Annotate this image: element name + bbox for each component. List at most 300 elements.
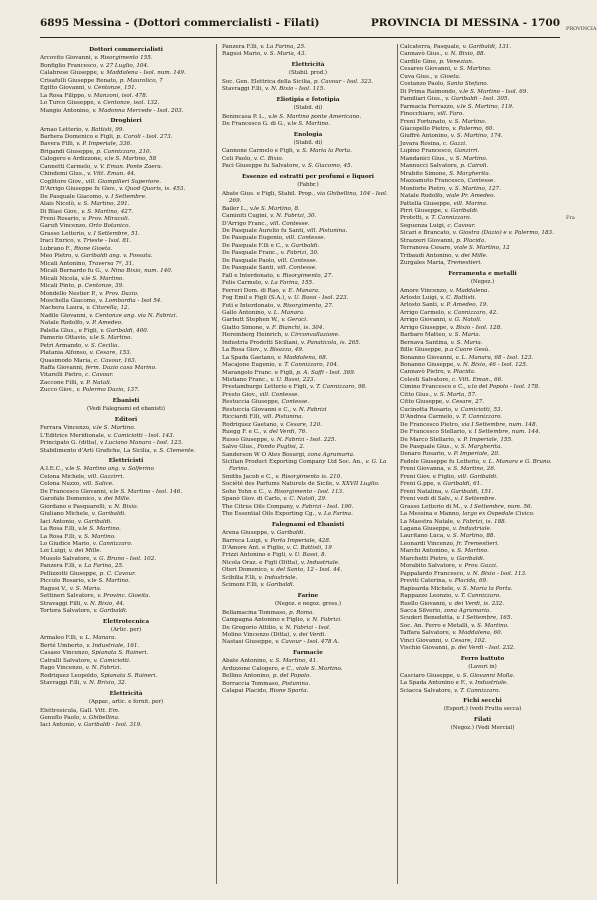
entry-address: v. S. Clemente. — [153, 447, 196, 454]
entry-name: Arrigo Giuseppe, — [400, 324, 450, 331]
entry-address: Ganzirri. — [454, 148, 480, 155]
entry-name: Micali Nicola, — [40, 275, 82, 282]
directory-entry — [400, 178, 565, 185]
directory-entry — [222, 325, 394, 332]
entry-address: v.lo del Popolo - Isol. 178. — [467, 384, 540, 391]
margin-line — [566, 565, 589, 574]
margin-line — [566, 619, 589, 628]
directory-entry — [400, 96, 565, 103]
entry-address: viale Pr. Amedeo. — [446, 193, 496, 200]
entry-address: Contesse. — [467, 178, 496, 185]
section-subheading: (Artic. per) — [110, 626, 142, 633]
entry-name: Bonanno Giovanni, — [400, 354, 456, 361]
entry-address: v. S. Martino. — [448, 118, 487, 125]
section-heading: Eliotipia e fototipia — [276, 96, 340, 103]
entry-address: v. T. Cannizzaro. — [455, 414, 503, 421]
entry-name: Celona Nuzzo, — [40, 481, 83, 488]
entry-name: Mandanici Gius., — [400, 155, 450, 162]
directory-entry — [222, 504, 394, 511]
entry-address: v. N. Bixio, 46 - Isol. 125. — [456, 362, 528, 369]
entry-address: v. Garibaldi, 131. — [462, 44, 511, 50]
directory-entry — [222, 625, 394, 632]
directory-entry — [222, 681, 394, 688]
column-3 — [400, 44, 565, 889]
margin-line — [566, 34, 589, 43]
directory-entry — [40, 466, 212, 473]
directory-entry — [222, 666, 394, 673]
entry-address: v. N. Fabrizi — [292, 406, 327, 413]
section-subheading: (Appar., artic. e fornit. per) — [88, 699, 164, 706]
margin-line — [566, 322, 589, 331]
directory-entry — [222, 206, 394, 213]
section-heading: Elettrotecnica — [102, 618, 150, 625]
directory-entry — [40, 578, 212, 585]
entry-name: Sicilian Product Exporting Company Ltd Soc. An., — [222, 459, 366, 466]
entry-name: La Spada Antonino e F., — [400, 680, 470, 687]
section-heading: Essenze ed estratti per profumi e liquori — [242, 173, 374, 180]
entry-address: v. XXVII Luglio. — [335, 481, 380, 488]
section-heading: Elettricità — [109, 690, 143, 697]
entry-address: v. G. Natoli. — [448, 317, 482, 324]
entry-name: Calabrese Giuseppe, — [40, 70, 101, 77]
entry-name: Giatto Simone, — [222, 324, 266, 331]
entry-address: v. Panaticola, is. 265. — [300, 339, 361, 346]
entry-address: p. Caroli - Isol. 273. — [116, 133, 173, 140]
margin-line — [566, 79, 589, 88]
directory-entry — [222, 407, 394, 414]
entry-name: Petri Armando, — [40, 342, 85, 349]
directory-entry — [400, 171, 565, 178]
entry-address: v. S. Martino, 41. — [269, 658, 318, 665]
entry-address: v. Placida. — [447, 369, 476, 376]
directory-entry — [400, 586, 565, 593]
entry-name: Amore Vincenzo, — [400, 287, 450, 294]
entry-name: Armaleo F.lli, — [40, 635, 80, 642]
directory-entry — [400, 392, 565, 399]
entry-name: Paci Giuseppe fu Salvatore, — [222, 163, 302, 170]
section-heading: Editori — [114, 416, 138, 423]
entry-name: Bellino Antonino, — [222, 673, 273, 680]
margin-line: PROVINCIA — [566, 26, 597, 32]
directory-entry — [40, 593, 212, 600]
directory-entry — [40, 70, 212, 77]
entry-address: v. S. Martino. — [449, 155, 488, 162]
directory-entry — [40, 350, 212, 357]
margin-line — [566, 718, 589, 727]
margin-line — [566, 106, 589, 115]
entry-name: Freni Fortunato, — [400, 118, 449, 125]
directory-entry — [400, 355, 565, 362]
entry-address: p. Cavour - Isol. 323. — [313, 78, 374, 85]
section-subheading: (Fabbr.) — [297, 182, 319, 189]
directory-entry — [400, 541, 565, 548]
entry-name: Arcovito Giovanni, — [40, 55, 95, 62]
directory-entry — [40, 313, 212, 320]
margin-line — [566, 691, 589, 700]
entry-address: v.le S. Martino. — [92, 425, 136, 432]
directory-entry — [400, 422, 565, 429]
column-divider — [216, 44, 217, 884]
entry-address: v. N. Bixio. — [108, 503, 139, 510]
entry-name: Barbera Domenico e Figli, — [40, 133, 117, 140]
margin-line — [566, 115, 589, 124]
adjacent-page-margin — [566, 25, 597, 885]
directory-entry — [222, 221, 394, 228]
margin-line — [566, 142, 589, 151]
entry-name: Vitarelli Pietro, — [40, 372, 86, 379]
entry-address: v. Camiciotti - Isol. 143. — [107, 432, 175, 439]
entry-address: v. Industriale. — [258, 574, 298, 581]
directory-entry — [222, 303, 394, 310]
entry-address: v. Bixio - Isol. 128. — [449, 324, 502, 331]
directory-entry — [40, 643, 212, 650]
entry-address: Fondo Puglisi, 2. — [257, 444, 305, 451]
entry-address: v. T. Cannizzaro. — [454, 687, 501, 694]
entry-name: Settineri Salvatore, — [40, 593, 98, 600]
entry-name: Calapai Placido, — [222, 688, 270, 695]
directory-entry — [400, 459, 565, 466]
entry-name: Borraccia Tommaso, — [222, 680, 282, 687]
directory-entry — [400, 399, 565, 406]
entry-address: v. S. Martino, 88. — [446, 533, 496, 540]
entry-address: v. Garibaldi. — [77, 518, 112, 525]
entry-name: Rappazzo Leonzio, — [400, 593, 455, 600]
entry-address: v. Cesare, 153. — [89, 350, 132, 357]
margin-line — [566, 250, 589, 259]
header-rule — [40, 37, 560, 38]
entry-name: Principato G. (ditta), — [40, 440, 101, 447]
margin-line — [566, 223, 589, 232]
entry-name: Foti e Interdonato, — [222, 302, 277, 309]
entry-name: Barbaro Matteo, — [400, 332, 449, 339]
directory-entry — [40, 571, 212, 578]
directory-entry — [40, 298, 212, 305]
entry-name: Micali Pinto, — [40, 283, 78, 290]
directory-entry — [400, 451, 565, 458]
entry-address: v. Risorgimento is. 210. — [275, 473, 342, 480]
directory-entry — [400, 384, 565, 391]
directory-entry — [400, 156, 565, 163]
entry-address: v. Garibaldi. — [444, 207, 479, 214]
directory-entry — [40, 635, 212, 642]
entry-address: v. Cannizzaro. — [92, 541, 133, 547]
entry-address: v. S. Giacomo, 45. — [301, 163, 353, 170]
entry-name: Grasso Letterio di M., — [400, 503, 465, 510]
entry-name: Giacopello Pietro, — [400, 125, 453, 132]
entry-address: vill. Contesse. — [285, 235, 326, 242]
entry-address: p. dei Verdi - Isol. 232. — [450, 645, 516, 652]
margin-line: Fra — [566, 215, 575, 221]
entry-address: via I Settembre, num. 148. — [461, 421, 538, 428]
section-subheading: (Stabil. di) — [293, 139, 323, 146]
directory-entry — [222, 632, 394, 639]
entry-name: Loi Luigi, — [40, 548, 69, 555]
entry-address: p.a Cuore Gesù. — [444, 347, 491, 354]
entry-address: vill. Contesse. — [277, 257, 318, 264]
section-subheading: (Negoz.) — [470, 279, 495, 286]
entry-address: v.le S. Martino. — [89, 335, 133, 342]
entry-name: Bavera Filli, — [40, 141, 77, 148]
directory-entry — [40, 186, 212, 193]
entry-address: v. Cannizzaro, 42. — [447, 309, 498, 316]
entry-address: v. Prov. Gazzi. — [458, 563, 498, 570]
entry-address: vill. Contesse. — [259, 391, 300, 398]
entry-name: Arlosto Luigi, — [400, 294, 441, 301]
directory-entry — [222, 617, 394, 624]
directory-entry — [400, 66, 565, 73]
entry-address: v. La Farina, 25. — [260, 44, 306, 50]
directory-entry — [400, 89, 565, 96]
directory-entry — [40, 63, 212, 70]
entry-address: v. Garibaldi. — [91, 511, 126, 518]
entry-address: v. dei Verdi, is. 232. — [448, 600, 505, 607]
directory-entry — [400, 201, 565, 208]
directory-entry — [400, 215, 565, 222]
directory-entry — [222, 228, 394, 235]
directory-entry — [40, 658, 212, 665]
entry-address: via Ghibellina, 104 - Isol. 269. — [229, 190, 388, 205]
entry-name: Panzera F.lli, — [222, 44, 261, 50]
directory-entry — [40, 164, 212, 171]
directory-entry — [40, 268, 212, 275]
entry-address: v. I Settembre, num. 56. — [464, 503, 533, 510]
directory-entry — [40, 141, 212, 148]
margin-line — [566, 682, 589, 691]
entry-address: v. S. Martino, 127. — [448, 185, 501, 192]
margin-line — [566, 268, 589, 277]
directory-entry — [222, 250, 394, 257]
directory-entry — [222, 567, 394, 574]
directory-entry — [400, 414, 565, 421]
entry-address: v. Industriale. — [300, 559, 340, 566]
margin-line — [566, 475, 589, 484]
entry-address: v. Industriale. — [469, 680, 508, 687]
entry-address: v. Risorgimento - Isol. 113. — [268, 488, 344, 495]
section-heading: Enologia — [293, 131, 323, 138]
directory-entry — [400, 474, 565, 481]
directory-entry — [40, 608, 212, 615]
entry-name: Celi Paolo, — [222, 155, 254, 162]
section-heading: Dottori commercialisti — [89, 47, 163, 53]
section-heading: Filati — [473, 716, 492, 723]
entry-name: Fog Emil e Figli (S.A.), — [222, 295, 288, 302]
directory-entry — [40, 283, 212, 290]
entry-name: Chindemi Glus., — [40, 171, 88, 178]
entry-address: v. S. Margherita. — [454, 444, 503, 451]
entry-address: v. Maddalena - Isol. num. 149. — [100, 70, 186, 77]
entry-name: Iaci Antonio, — [40, 722, 78, 729]
directory-entry — [40, 372, 212, 379]
directory-entry — [222, 362, 394, 369]
entry-name: Natale Rodolfo, — [400, 193, 447, 200]
section-subheading: (Esport.) (vedi Frutta secca) — [443, 706, 522, 713]
directory-entry — [222, 243, 394, 250]
entry-name: Arrigo Carmelo, — [400, 309, 448, 316]
entry-address: v. Fabrizi, 30. — [280, 250, 319, 257]
entry-name: Pappalardo Francesco, — [400, 570, 467, 577]
entry-address: v. Geraci. — [281, 317, 308, 324]
entry-address: v. Nino Bixio, num. 140. — [104, 268, 173, 275]
directory-entry — [222, 673, 394, 680]
margin-line — [566, 331, 589, 340]
entry-address: v. S. Maria. — [448, 332, 481, 339]
entry-address: v. Gioeta. — [434, 73, 461, 80]
directory-entry — [222, 273, 394, 280]
header-left: 6895 Messina - (Dottori commercialisti - Filati) — [40, 17, 320, 29]
entry-name: Bernava Santina, — [400, 339, 451, 346]
entry-address: v. Garibaldi - Isol. 305. — [445, 96, 510, 103]
directory-entry — [40, 511, 212, 518]
directory-entry — [40, 93, 212, 100]
entry-name: Freni vedi di Salv., — [400, 496, 455, 503]
directory-entry — [400, 260, 565, 267]
entry-name: Juvara Rosina, — [400, 140, 443, 147]
entry-name: Société des Parfums Naturels de Sicile, — [222, 481, 336, 488]
directory-entry — [400, 563, 565, 570]
margin-line — [566, 745, 589, 754]
entry-address: Tremestieri. — [447, 260, 483, 267]
entry-name: Freni G.ppe, — [400, 481, 438, 488]
entry-address: v. Garibaldi ang. v. Fossata. — [74, 253, 153, 260]
margin-line — [566, 385, 589, 394]
entry-name: Stavraggi F.lli, — [222, 86, 266, 93]
entry-name: Bonanno Giuseppe, — [400, 362, 457, 369]
directory-entry — [400, 504, 565, 511]
directory-entry — [400, 310, 565, 317]
entry-name: Freni Rosario, — [40, 215, 83, 222]
directory-entry — [400, 571, 565, 578]
entry-name: Vischio Giovanni, — [400, 645, 451, 652]
entry-name: La Rosa Giov., — [222, 347, 264, 354]
entry-name: Lubrano F., — [40, 245, 74, 252]
margin-line — [566, 232, 589, 241]
entry-name: Benincasa P. L., — [222, 113, 269, 120]
entry-name: Coglitore Giov., — [40, 178, 86, 185]
directory-entry — [222, 355, 394, 362]
entry-name: Palella Glus., e Figli, — [40, 327, 101, 334]
directory-entry — [222, 610, 394, 617]
directory-entry — [222, 459, 394, 474]
entry-name: Pirri Giuseppe, — [400, 207, 445, 214]
margin-line — [566, 196, 589, 205]
entry-name: Ruegg F. e C., — [222, 429, 264, 436]
entry-address: Spianata S. Raineri. — [91, 650, 149, 657]
directory-entry — [222, 310, 394, 317]
directory-entry — [40, 320, 212, 327]
directory-entry — [400, 238, 565, 245]
directory-entry — [400, 302, 565, 309]
entry-address: v. L. Manara. — [79, 635, 117, 642]
section-heading: Elettricità — [291, 61, 325, 68]
directory-entry — [40, 85, 212, 92]
directory-entry — [400, 623, 565, 630]
entry-address: v.le S. Martino, 58 — [104, 156, 157, 163]
margin-line — [566, 241, 589, 250]
entry-name: De Gregorio Attilio, — [222, 624, 280, 631]
directory-entry — [400, 148, 565, 155]
entry-name: Berté Umberto, — [40, 642, 87, 649]
entry-name: Protetti, — [400, 215, 426, 222]
entry-name: La Spada Gaetano, — [222, 354, 278, 361]
entry-address: v.le S. Martino ang. v. Solferino — [65, 466, 154, 473]
entry-name: Nachera Laura, — [40, 305, 87, 312]
entry-address: p. Maurolico, 7 — [119, 77, 163, 84]
directory-entry — [40, 291, 212, 298]
directory-entry — [222, 399, 394, 406]
entry-address: v. S. Cecilia. — [84, 342, 120, 349]
entry-address: p. Centonze, 39. — [77, 283, 124, 290]
entry-address: v. Camiciotti. — [93, 657, 131, 664]
directory-entry — [222, 582, 394, 589]
directory-entry — [400, 556, 565, 563]
entry-address: v. del Verdi, 76. — [263, 429, 307, 436]
directory-entry — [40, 134, 212, 141]
directory-entry — [222, 163, 394, 170]
entry-name: Arena Giuseppe, — [222, 530, 271, 537]
directory-entry — [400, 593, 565, 600]
directory-entry — [400, 347, 565, 354]
entry-name: D'Arrigo Franc., — [222, 220, 270, 227]
entry-name: Lo Giudice Mario, — [40, 541, 93, 547]
directory-entry — [222, 370, 394, 377]
margin-line — [566, 88, 589, 97]
entry-name: Ferreri Dom. di Rao, — [222, 287, 283, 294]
directory-entry — [222, 317, 394, 324]
directory-entry — [40, 127, 212, 134]
entry-address: v.le S. Martino. — [87, 578, 131, 585]
directory-entry — [222, 414, 394, 421]
entry-address: v. P. Imperiale, 336. — [76, 141, 132, 148]
entry-address: v. N. Bixio - Isol. 115. — [265, 86, 326, 93]
entry-address: v. I Settembre. — [454, 496, 497, 503]
entry-name: D'Amore Ant. e Figlio, — [222, 545, 287, 551]
directory-entry — [222, 295, 394, 302]
entry-address: v. dei Mille. — [68, 548, 102, 555]
directory-entry — [222, 452, 394, 459]
directory-entry — [40, 223, 212, 230]
margin-line — [566, 277, 589, 286]
margin-line — [566, 457, 589, 466]
margin-line — [566, 394, 589, 403]
margin-line — [566, 754, 589, 763]
entry-address: v. S. Martino, 174. — [450, 133, 503, 140]
entry-name: Moschella Giacomo, — [40, 297, 100, 304]
entry-address: v. S. Martino, 291. — [77, 201, 130, 208]
margin-line — [566, 637, 589, 646]
entry-name: Elettrosicula, Gall. — [40, 707, 95, 714]
directory-entry — [400, 638, 565, 645]
entry-address: Vitt. Em. — [94, 707, 120, 714]
entry-address: v. Industriale. — [452, 526, 492, 532]
entry-name: Sciacca Salvatore, — [400, 687, 455, 694]
entry-name: Bellamacina Tommaso, — [222, 609, 290, 616]
section-heading: Ferramenta e metalli — [448, 270, 517, 277]
entry-address: v. Garibaldi - Isol. 319. — [77, 722, 142, 729]
entry-address: vill. Salice. — [82, 481, 114, 488]
entry-name: Sanderson W O Ates Bosurgi, — [222, 451, 308, 458]
entry-name: Nicola Oraz. e Figli (Ditta), — [222, 559, 301, 566]
directory-entry — [40, 238, 212, 245]
section-heading: Fichi secchi — [463, 697, 502, 704]
entry-address: v. Garibaldi. — [260, 582, 295, 589]
section-heading: Elettricisti — [108, 458, 144, 465]
directory-entry — [400, 680, 565, 687]
entry-address: vill. Pistunina. — [306, 227, 348, 234]
margin-line — [566, 790, 589, 799]
directory-entry — [222, 377, 394, 384]
entry-name: De Pasquale Eugenio, — [222, 235, 286, 242]
directory-entry — [40, 722, 212, 729]
